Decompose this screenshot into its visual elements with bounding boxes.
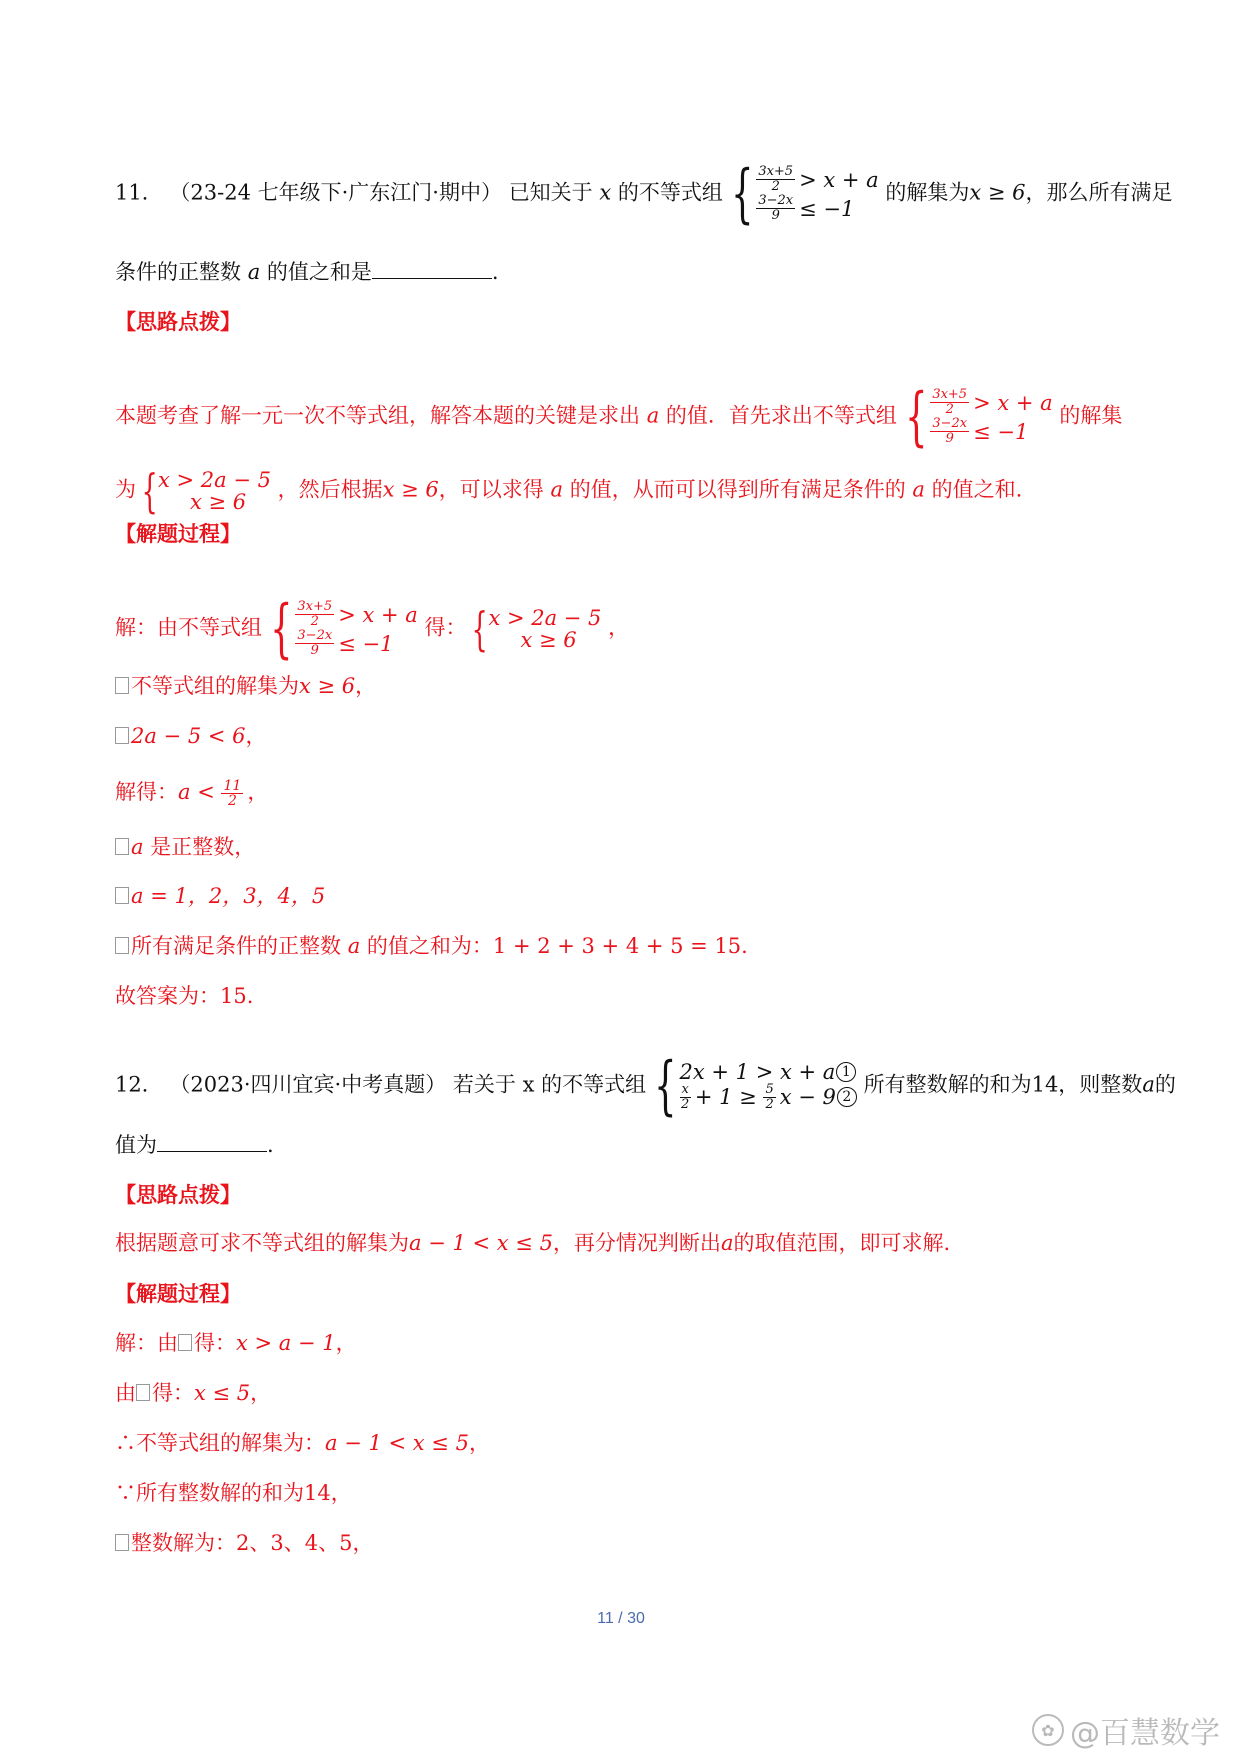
q12-r2-rest: x − 9 [779, 1085, 836, 1109]
q11-sol-system [269, 592, 418, 666]
missing-glyph-icon [115, 1534, 129, 1551]
q11-hint-line1 [115, 380, 1123, 454]
q11-sol-line2 [115, 672, 376, 700]
q12-line2-a: 值为 [115, 1133, 157, 1157]
q11-hint-p7: 的值，从而可以得到所有满足条件的 [569, 477, 906, 502]
q12-text-a: 若关于 x 的不等式组 [452, 1072, 647, 1097]
q12-hint-p2: ，再分情况判断出 [552, 1231, 721, 1255]
q11-hint-p5: ，然后根据 [277, 477, 383, 502]
brace-icon: { [653, 1049, 677, 1123]
watermark [1032, 1708, 1220, 1752]
q11-sol-s1a: 解：由不等式组 [115, 615, 262, 640]
q12-sol-line4: ∵所有整数解的和为14， [115, 1481, 352, 1505]
q11-sol-s1b: 得： [424, 615, 467, 640]
hint-r1-num: 3x+5 [932, 387, 968, 402]
q11-r2-num: 3−2x [758, 193, 794, 208]
q11-sol-line6 [115, 882, 325, 910]
watermark-text: @百慧数学 [1070, 1716, 1220, 1751]
hint-r2-rest: ≤ −1 [973, 419, 1029, 444]
q11-sol-s5t: 是正整数， [150, 835, 256, 859]
q11-line2 [115, 258, 499, 286]
hint-r1-rest: > x + a [973, 390, 1053, 415]
q11-hint-cond: x ≥ 6 [382, 477, 439, 502]
page-number: 11 / 30 [597, 1610, 645, 1627]
missing-glyph-icon [178, 1334, 192, 1351]
q11-hint-var-a2: a [550, 477, 564, 502]
q11-sol-s2m: x ≥ 6 [299, 674, 356, 698]
q12-sol-line5 [115, 1529, 373, 1557]
sol-r2-num: 3−2x [297, 628, 333, 643]
process-label: 【解题过程】 [115, 521, 241, 546]
q11-sol-s4m: a < [178, 780, 215, 804]
brace-icon: { [730, 157, 754, 231]
q11-line2-a: 条件的正整数 [115, 260, 241, 284]
q12-sol-s3m: a − 1 < x ≤ 5 [325, 1431, 469, 1455]
q11-system [730, 157, 879, 231]
q12-sol-s3a: ∴不等式组的解集为： [115, 1431, 325, 1455]
missing-glyph-icon [115, 838, 129, 855]
q12-number: 12． [115, 1072, 163, 1097]
q11-line1 [115, 157, 1173, 231]
q12-row1: 2x + 1 > x + a [679, 1059, 836, 1084]
q11-hint-p2: 的值．首先求出不等式组 [665, 403, 897, 428]
q11-text-a: 已知关于 [508, 180, 593, 205]
q12-source: （2023·四川宜宾·中考真题） [169, 1072, 447, 1097]
q12-hint-m1: a − 1 < x ≤ 5 [409, 1231, 553, 1255]
sol-r1-den: 2 [310, 614, 319, 629]
q11-hint-p8: 的值之和. [931, 477, 1023, 502]
q11-var-a: a [247, 260, 261, 284]
q12-sol-line3 [115, 1429, 490, 1457]
circled-one-icon: 1 [836, 1062, 856, 1082]
q11-sol-s4-den: 2 [227, 793, 237, 809]
q11-hint-p1: 本题考查了解一元一次不等式组，解答本题的关键是求出 [115, 403, 640, 428]
brace-icon: { [904, 380, 928, 454]
missing-glyph-icon [115, 727, 129, 744]
q11-r1-rest: > x + a [799, 167, 879, 192]
q11-cond: x ≥ 6 [969, 180, 1026, 205]
q11-sol-line7 [115, 932, 748, 960]
q12-hint-line [115, 1229, 950, 1257]
q11-line2-end: . [491, 260, 499, 284]
q11-hint-solution [141, 464, 271, 518]
q11-sol-s7m: a [347, 934, 361, 958]
q12-sol-s2m: x ≤ 5 [194, 1381, 251, 1405]
q12-sol-line1 [115, 1329, 357, 1357]
q12-sol-s2e: ， [250, 1381, 272, 1405]
paw-icon: ✿ [1032, 1714, 1064, 1746]
q12-r2-num: x [681, 1081, 689, 1097]
q11-sol-s5m: a [131, 835, 144, 859]
q12-text-c: 的 [1154, 1072, 1176, 1097]
missing-glyph-icon [115, 677, 129, 694]
q11-r1-num: 3x+5 [758, 164, 794, 179]
q12-hint-m2: a [720, 1231, 734, 1255]
hint-r2-den: 9 [945, 431, 954, 446]
circled-two-icon: 2 [837, 1087, 857, 1107]
q11-sol-line8: 故答案为：15. [115, 984, 254, 1008]
q12-line1 [115, 1049, 1176, 1123]
q12-sol-s2a: 由 [115, 1381, 136, 1405]
brace-icon: { [471, 602, 488, 656]
missing-glyph-icon [115, 937, 129, 954]
q12-sol-s1e: ， [335, 1331, 357, 1355]
q11-sol-s4-num: 11 [223, 778, 242, 794]
answer-blank[interactable] [157, 1151, 267, 1152]
q11-hint-p4: 为 [115, 477, 136, 502]
process-label-2: 【解题过程】 [115, 1281, 241, 1306]
q11-sol-line3 [115, 722, 267, 750]
q12-hint-p3: 的取值范围，即可求解. [733, 1231, 951, 1255]
hint-sol-r1: x > 2a − 5 [157, 468, 271, 492]
q11-var-x: x [599, 180, 612, 205]
q11-r2-den: 9 [771, 208, 780, 223]
q11-text-b: 的不等式组 [617, 180, 723, 205]
q12-sol-s2b: 得： [152, 1381, 194, 1405]
q11-sol-result [471, 602, 602, 656]
q11-sol-s4e: ， [247, 780, 269, 804]
q12-text-b: 所有整数解的和为14，则整数 [863, 1072, 1143, 1097]
q12-r2-num2: 5 [765, 1081, 774, 1097]
q11-hint-p3: 的解集 [1059, 403, 1123, 428]
brace-icon: { [141, 464, 158, 518]
sol-res-r1: x > 2a − 5 [488, 606, 602, 630]
q11-sol-s2: 不等式组的解集为 [131, 674, 299, 698]
q11-sol-s1c: ， [608, 615, 630, 640]
hint-r1-den: 2 [945, 402, 954, 417]
q11-hint-line2 [115, 464, 1023, 518]
q12-system [653, 1049, 857, 1123]
q12-sol-s1b: 得： [194, 1331, 236, 1355]
sol-r2-rest: ≤ −1 [338, 631, 394, 656]
sol-r1-num: 3x+5 [297, 599, 333, 614]
q11-sol-s6m: a = 1，2，3，4，5 [131, 884, 326, 908]
q11-sol-s7b: 的值之和为： [366, 934, 493, 958]
q11-text-d: ，那么所有满足 [1025, 180, 1173, 205]
q11-text-c: 的解集为 [885, 180, 970, 205]
brace-icon: { [269, 592, 293, 666]
q11-sol-s3e: ， [245, 724, 267, 748]
q11-hint-var-a: a [646, 403, 660, 428]
q12-var-a: a [1142, 1072, 1155, 1097]
q11-sol-s2e: ， [355, 674, 377, 698]
q11-sol-s7eq: 1 + 2 + 3 + 4 + 5 = 15. [492, 934, 748, 958]
q12-sol-line2 [115, 1379, 271, 1407]
missing-glyph-icon [136, 1384, 150, 1401]
q12-line2 [115, 1131, 274, 1159]
q11-sol-line1 [115, 592, 630, 666]
q11-r2-rest: ≤ −1 [799, 196, 855, 221]
answer-blank[interactable] [372, 278, 492, 279]
hint-label: 【思路点拨】 [115, 309, 241, 334]
hint-sol-r2: x ≥ 6 [189, 490, 247, 514]
hint-r2-num: 3−2x [932, 416, 968, 431]
q12-hint-p1: 根据题意可求不等式组的解集为 [115, 1231, 409, 1255]
q11-hint-var-a3: a [912, 477, 925, 502]
q11-hint-system [904, 380, 1053, 454]
q11-source: （23-24 七年级下·广东江门·期中） [169, 180, 502, 205]
q12-sol-s1m: x > a − 1 [236, 1331, 336, 1355]
q11-number: 11． [115, 180, 163, 205]
q11-line2-b: 的值之和是 [266, 260, 372, 284]
q12-r2-den: 2 [681, 1096, 690, 1112]
sol-r1-rest: > x + a [338, 602, 418, 627]
q11-sol-line4 [115, 778, 268, 808]
q12-line2-end: . [267, 1133, 274, 1157]
hint-label-2: 【思路点拨】 [115, 1182, 241, 1207]
q12-r2-den2: 2 [765, 1096, 774, 1112]
q11-r1-den: 2 [771, 179, 780, 194]
q11-sol-line5 [115, 833, 255, 861]
q12-sol-s3e: ， [468, 1431, 490, 1455]
q12-r2-mid: + 1 ≥ [694, 1085, 757, 1109]
q11-hint-p6: ，可以求得 [438, 477, 544, 502]
q11-sol-s3m: 2a − 5 < 6 [131, 724, 246, 748]
q12-sol-s5a: 整数解为：2、3、4、5， [131, 1531, 374, 1555]
sol-r2-den: 9 [310, 643, 319, 658]
q12-sol-s1a: 解：由 [115, 1331, 178, 1355]
q11-sol-s7a: 所有满足条件的正整数 [131, 934, 341, 958]
missing-glyph-icon [115, 887, 129, 904]
q11-sol-s4a: 解得： [115, 780, 178, 804]
sol-res-r2: x ≥ 6 [520, 628, 577, 652]
